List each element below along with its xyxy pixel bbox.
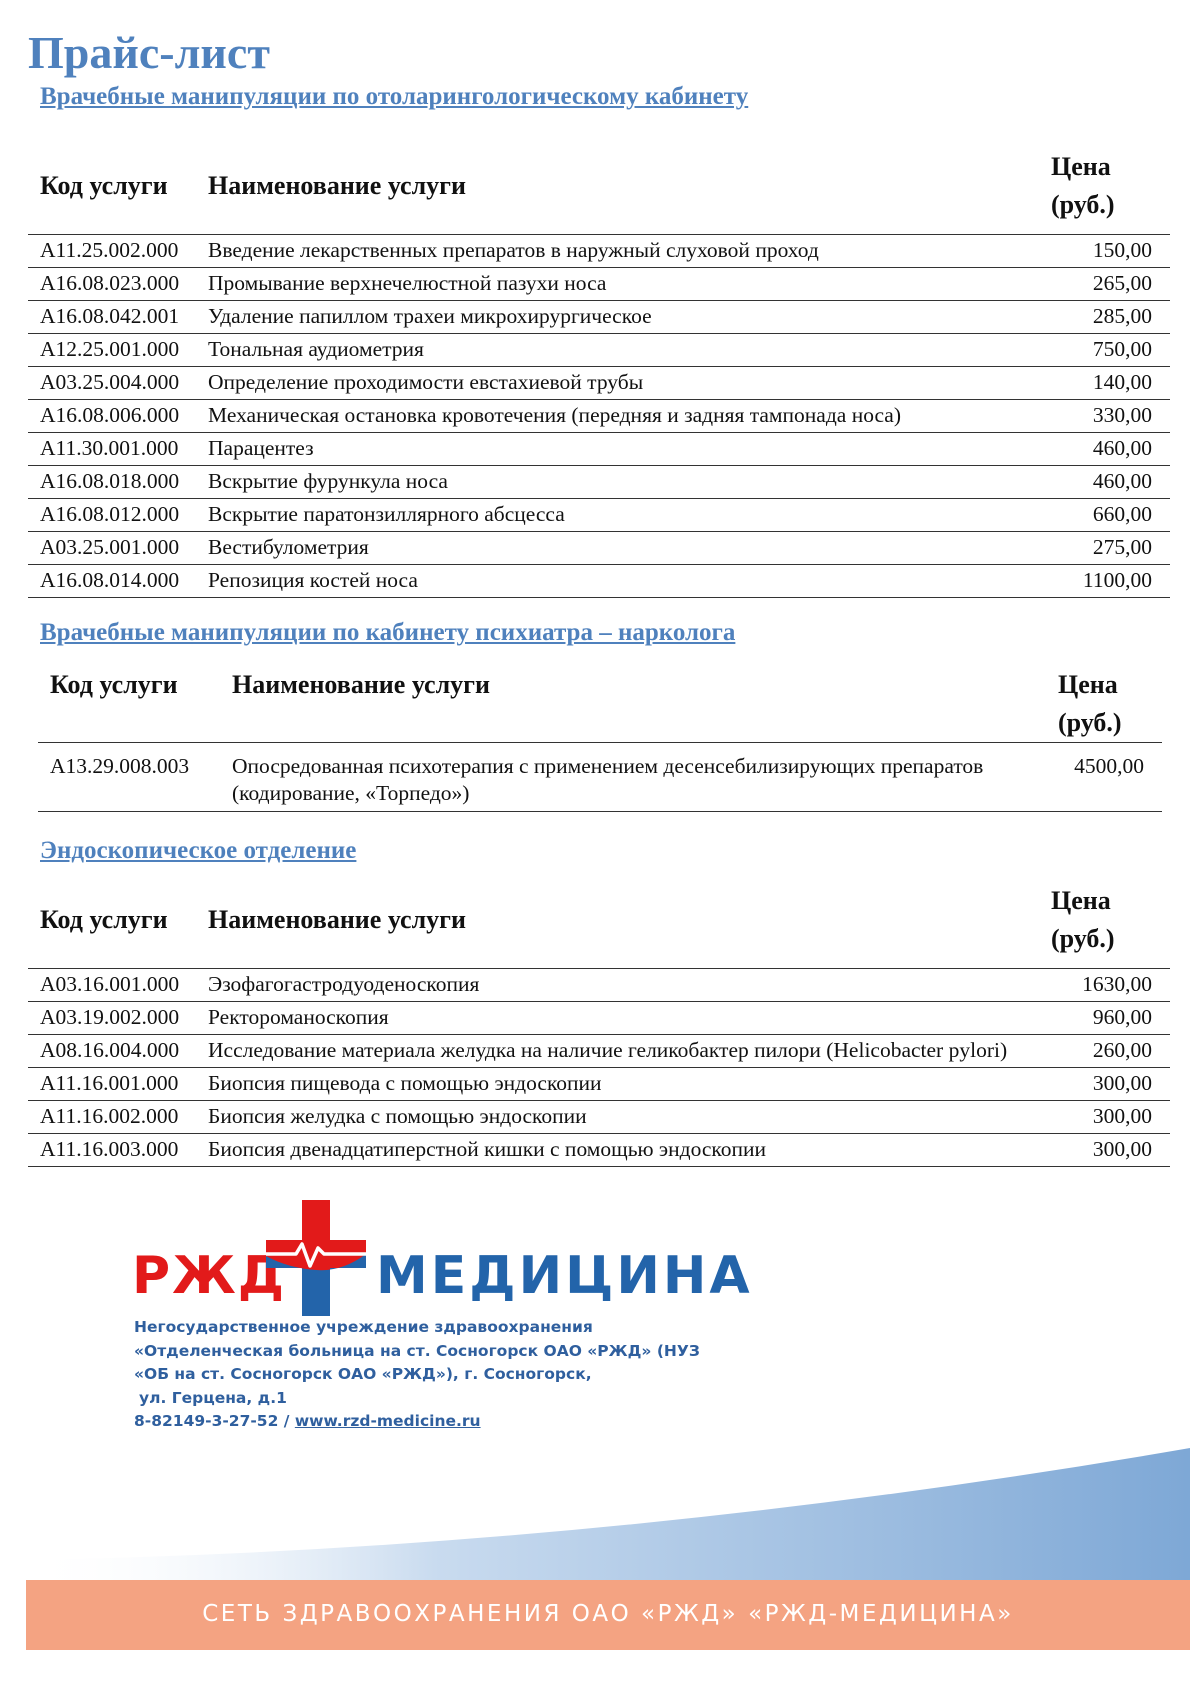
section-heading-psychiatry: Врачебные манипуляции по кабинету психиатра – нарколога <box>40 619 736 646</box>
service-code: A11.30.001.000 <box>40 436 179 460</box>
service-price: 460,00 <box>1092 436 1152 460</box>
column-header-price: Цена (руб.) <box>1058 670 1122 737</box>
service-name: Репозиция костей носа <box>208 568 418 592</box>
column-header-name: Наименование услуги <box>208 904 466 934</box>
service-code: A12.25.001.000 <box>40 337 180 361</box>
service-price: 300,00 <box>1092 1104 1152 1128</box>
table-row <box>28 432 1170 465</box>
service-price: 265,00 <box>1092 271 1152 295</box>
logo-text-medicine: МЕДИЦИНА <box>376 1246 753 1306</box>
service-name: Исследование материала желудка на наличие геликобактер пилори (Helicobacter pylori) <box>208 1038 1008 1062</box>
service-code: A16.08.012.000 <box>40 502 180 526</box>
medical-cross-icon <box>262 1196 370 1320</box>
column-header-price: Цена (руб.) <box>1051 151 1115 219</box>
phone-number: 8-82149-3-27-52 <box>134 1412 279 1430</box>
table-row <box>38 743 1162 812</box>
table-body <box>38 743 1162 812</box>
service-price: 275,00 <box>1092 535 1152 559</box>
service-code: A16.08.042.001 <box>40 304 180 328</box>
address-line: Негосударственное учреждение здравоохранения <box>134 1318 593 1336</box>
decorative-wave <box>0 1440 1190 1590</box>
service-code: A16.08.023.000 <box>40 271 180 295</box>
service-code: A03.25.004.000 <box>40 370 180 394</box>
service-price: 750,00 <box>1092 337 1152 361</box>
service-price: 1100,00 <box>1082 568 1152 592</box>
table-row <box>28 366 1170 399</box>
service-price: 150,00 <box>1092 238 1152 262</box>
service-name: Опосредованная психотерапия с применением десенсебилизирующих препаратов (кодирование, «Торпедо») <box>232 754 984 805</box>
service-code: A03.25.001.000 <box>40 535 180 559</box>
table-body <box>28 968 1170 1166</box>
section-heading-endoscopy: Эндоскопическое отделение <box>40 837 357 864</box>
price-table-psychiatry <box>38 666 1162 812</box>
service-code: A03.16.001.000 <box>40 972 180 996</box>
table-row <box>28 1001 1170 1034</box>
service-price: 660,00 <box>1092 502 1152 526</box>
contact-line <box>134 1410 754 1434</box>
column-header-code: Код услуги <box>40 170 168 200</box>
column-header-code: Код услуги <box>50 670 178 699</box>
service-name: Вскрытие паратонзиллярного абсцесса <box>208 502 565 526</box>
service-name: Вскрытие фурункула носа <box>208 469 448 493</box>
service-name: Удаление папиллом трахеи микрохирургическое <box>208 304 652 328</box>
service-price: 460,00 <box>1092 469 1152 493</box>
service-price: 330,00 <box>1092 403 1152 427</box>
table-row <box>28 1067 1170 1100</box>
service-name: Биопсия двенадцатиперстной кишки с помощью эндоскопии <box>208 1137 767 1161</box>
website-link[interactable]: www.rzd-medicine.ru <box>294 1412 481 1430</box>
service-name: Ректороманоскопия <box>208 1005 389 1029</box>
table-row <box>28 1100 1170 1133</box>
service-name: Биопсия желудка с помощью эндоскопии <box>208 1104 587 1128</box>
service-code: A11.25.002.000 <box>40 238 179 262</box>
service-price: 1630,00 <box>1082 972 1152 996</box>
address-line: «Отделенческая больница на ст. Сосногорск ОАО «РЖД» (НУЗ <box>134 1341 700 1360</box>
service-name: Введение лекарственных препаратов в наружный слуховой проход <box>208 238 819 262</box>
service-name: Механическая остановка кровотечения (передняя и задняя тампонада носа) <box>208 403 901 427</box>
table-row <box>28 333 1170 366</box>
address-line: «ОБ на ст. Сосногорск ОАО «РЖД»), г. Сосногорск, <box>134 1365 592 1383</box>
table-row <box>28 1034 1170 1067</box>
service-code: A16.08.014.000 <box>40 568 180 592</box>
table-row <box>28 399 1170 432</box>
price-table-endoscopy <box>28 872 1170 1167</box>
table-row <box>28 968 1170 1001</box>
contact-separator: / <box>278 1412 295 1430</box>
footer-banner <box>26 1580 1190 1650</box>
table-body <box>28 234 1170 597</box>
service-price: 260,00 <box>1092 1038 1152 1062</box>
service-price: 285,00 <box>1092 304 1152 328</box>
organization-address <box>134 1316 754 1434</box>
table-row <box>28 267 1170 300</box>
table-row <box>28 300 1170 333</box>
section-heading-ent: Врачебные манипуляции по отоларингологическому кабинету <box>40 83 749 110</box>
service-code: A11.16.002.000 <box>40 1104 179 1128</box>
column-header-code: Код услуги <box>40 904 168 934</box>
service-price: 300,00 <box>1092 1071 1152 1095</box>
table-row <box>28 498 1170 531</box>
table-row <box>28 531 1170 564</box>
service-code: A03.19.002.000 <box>40 1005 180 1029</box>
footer-text: СЕТЬ ЗДРАВООХРАНЕНИЯ ОАО «РЖД» «РЖД-МЕДИЦИНА» <box>202 1601 1014 1627</box>
service-name: Биопсия пищевода с помощью эндоскопии <box>208 1071 602 1095</box>
service-code: A16.08.006.000 <box>40 403 180 427</box>
service-code: A08.16.004.000 <box>40 1038 180 1062</box>
service-code: A13.29.008.003 <box>50 754 190 778</box>
rzd-medicine-logo <box>132 1196 753 1316</box>
service-name: Тональная аудиометрия <box>208 337 424 361</box>
service-name: Промывание верхнечелюстной пазухи носа <box>208 271 607 295</box>
logo-text-rzd: РЖД <box>132 1246 287 1306</box>
service-code: A16.08.018.000 <box>40 469 180 493</box>
table-row <box>28 564 1170 597</box>
page-title: Прайс-лист <box>28 27 270 78</box>
service-name: Определение проходимости евстахиевой трубы <box>208 370 644 394</box>
table-row <box>28 1133 1170 1166</box>
table-row <box>28 234 1170 267</box>
column-header-name: Наименование услуги <box>232 670 490 699</box>
service-price: 140,00 <box>1092 370 1152 394</box>
service-code: A11.16.001.000 <box>40 1071 179 1095</box>
address-line: ул. Герцена, д.1 <box>139 1388 287 1407</box>
price-table-ent <box>28 138 1170 598</box>
service-price: 4500,00 <box>1074 754 1144 778</box>
service-price: 960,00 <box>1092 1005 1152 1029</box>
service-name: Вестибулометрия <box>208 535 369 559</box>
table-row <box>28 465 1170 498</box>
column-header-price: Цена (руб.) <box>1051 885 1115 953</box>
service-code: A11.16.003.000 <box>40 1137 179 1161</box>
service-price: 300,00 <box>1092 1137 1152 1161</box>
service-name: Эзофагогастродуоденоскопия <box>208 972 480 996</box>
column-header-name: Наименование услуги <box>208 170 466 200</box>
service-name: Парацентез <box>208 436 314 460</box>
